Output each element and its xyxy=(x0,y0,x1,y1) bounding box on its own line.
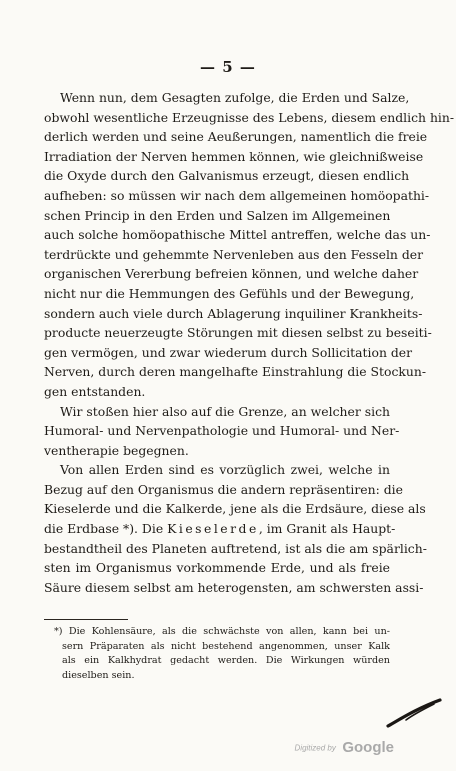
text-line: obwohl wesentliche Erzeugnisse des Lebens, diesem endlich hin- xyxy=(44,109,455,125)
text-line: ventherapie begegnen. xyxy=(44,442,189,458)
text-line: gen vermögen, und zwar wiederum durch Sollicitation der xyxy=(44,344,413,360)
text-line: nicht nur die Hemmungen des Gefühls und der Bewegung, xyxy=(44,285,415,301)
text-line: producte neuerzeugte Störungen mit diesen selbst zu beseiti- xyxy=(44,325,432,341)
footnote-rule xyxy=(44,619,128,620)
text-line: Wir stoßen hier also auf die Grenze, an welcher sich xyxy=(60,403,390,419)
emphasized-term: Kieselerde xyxy=(167,521,259,537)
text-line: schen Princip in den Erden und Salzen im Allgemeinen xyxy=(44,207,391,223)
footnote-line: sern Präparaten als nicht bestehend angenommen, unser Kalk xyxy=(62,640,390,652)
watermark-brand: Google xyxy=(342,739,394,757)
watermark-prefix: Digitized by xyxy=(294,743,336,753)
text-line: derlich werden und seine Aeußerungen, namentlich die freie xyxy=(44,129,428,145)
text-run: , im Granit als Haupt- xyxy=(258,521,396,537)
text-line: terdrückte und gehemmte Nervenleben aus den Fesseln der xyxy=(44,246,424,262)
text-line: bestandtheil des Planeten auftretend, ist als die am spärlich- xyxy=(44,540,427,556)
ink-mark-icon xyxy=(384,698,444,728)
text-run: die Erdbase *). Die xyxy=(44,521,168,537)
text-line: Säure diesem selbst am heterogensten, am schwersten assi- xyxy=(44,579,424,595)
text-line: Von allen Erden sind es vorzüglich zwei, welche in xyxy=(60,462,390,478)
text-line: Wenn nun, dem Gesagten zufolge, die Erden und Salze, xyxy=(60,90,410,105)
footnote-line: *) Die Kohlensäure, als die schwächste von allen, kann bei un- xyxy=(54,626,390,637)
page-number: — 5 — xyxy=(200,58,256,76)
text-line: auch solche homöopathische Mittel antreffen, welche das un- xyxy=(44,227,431,243)
text-line: Bezug auf den Organismus die andern repräsentiren: die xyxy=(44,481,403,497)
text-line: die Oxyde durch den Galvanismus erzeugt, diesen endlich xyxy=(44,168,410,184)
text-line: sondern auch viele durch Ablagerung inquiliner Krankheits- xyxy=(44,305,423,321)
text-line: Nerven, durch deren mangelhafte Einstrahlung die Stockun- xyxy=(44,364,427,380)
text-line: gen entstanden. xyxy=(44,383,146,399)
footnote xyxy=(44,625,390,683)
footnote-line: dieselben sein. xyxy=(62,669,135,681)
text-line xyxy=(44,519,396,539)
text-line: Humoral- und Nervenpathologie und Humoral- und Ner- xyxy=(44,423,400,439)
text-line: Irradiation der Nerven hemmen können, wie gleichnißweise xyxy=(44,148,424,164)
text-line: organischen Vererbung befreien können, und welche daher xyxy=(44,266,419,282)
text-line: Kieselerde und die Kalkerde, jene als die Erdsäure, diese als xyxy=(44,501,426,517)
text-line: aufheben: so müssen wir nach dem allgemeinen homöopathi- xyxy=(44,187,430,203)
digitization-watermark xyxy=(295,739,394,757)
text-line: sten im Organismus vorkommende Erde, und als freie xyxy=(44,560,390,576)
body-text xyxy=(44,88,455,597)
footnote-line: als ein Kalkhydrat gedacht werden. Die Wirkungen würden xyxy=(62,655,390,667)
